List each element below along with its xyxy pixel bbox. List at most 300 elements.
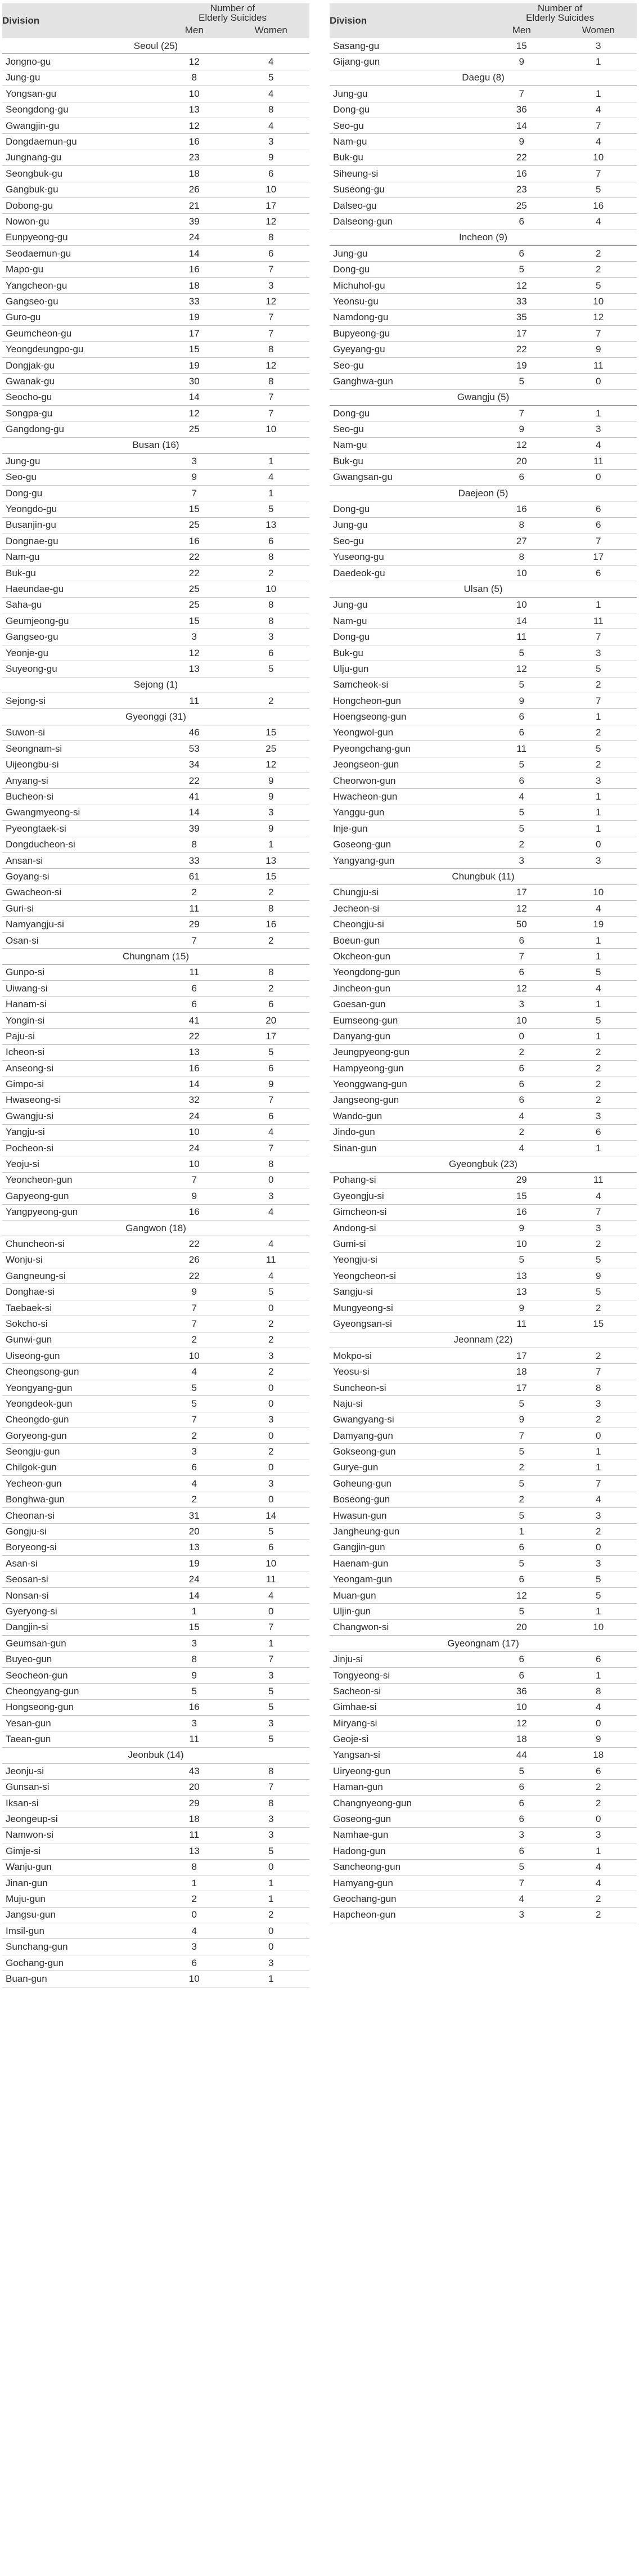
men-count: 6 xyxy=(483,214,560,230)
region-group-label: Jeonnam (22) xyxy=(330,1332,637,1348)
region-group-row xyxy=(330,1156,637,1172)
men-count: 11 xyxy=(156,1731,233,1747)
district-name: Jung-gu xyxy=(330,246,483,262)
men-count: 6 xyxy=(156,1955,233,1971)
table-row xyxy=(330,54,637,70)
table-row xyxy=(330,693,637,709)
men-count: 7 xyxy=(483,405,560,421)
table-row xyxy=(330,86,637,102)
table-row xyxy=(2,917,309,932)
district-name: Geumjeong-gu xyxy=(2,613,156,629)
men-count: 41 xyxy=(156,1012,233,1028)
district-name: Hampyeong-gun xyxy=(330,1061,483,1076)
table-row xyxy=(330,1827,637,1843)
women-count: 7 xyxy=(233,1619,310,1635)
men-count: 24 xyxy=(156,230,233,245)
women-count: 11 xyxy=(233,1572,310,1587)
table-row xyxy=(330,1843,637,1859)
men-count: 24 xyxy=(156,1572,233,1587)
men-count: 7 xyxy=(483,86,560,102)
women-count: 4 xyxy=(560,102,637,118)
women-count: 0 xyxy=(560,837,637,852)
district-name: Okcheon-gun xyxy=(330,949,483,964)
district-name: Yuseong-gu xyxy=(330,549,483,565)
table-row xyxy=(330,1076,637,1092)
district-name: Yangpyeong-gun xyxy=(2,1204,156,1220)
men-count: 12 xyxy=(483,1587,560,1603)
district-name: Pohang-si xyxy=(330,1172,483,1188)
table-row xyxy=(330,1284,637,1300)
women-count: 8 xyxy=(560,1684,637,1699)
number-header-line2: Elderly Suicides xyxy=(199,12,267,23)
women-count: 0 xyxy=(233,1604,310,1619)
men-count: 22 xyxy=(156,1029,233,1044)
right-table-body xyxy=(330,38,637,1923)
women-count: 8 xyxy=(233,1763,310,1779)
women-count: 1 xyxy=(560,932,637,948)
men-count: 12 xyxy=(483,437,560,453)
district-name: Boryeong-si xyxy=(2,1540,156,1555)
district-name: Gangjin-gun xyxy=(330,1540,483,1555)
district-name: Goseong-gun xyxy=(330,837,483,852)
table-row xyxy=(330,773,637,788)
district-name: Gyeryong-si xyxy=(2,1604,156,1619)
number-header-line1: Number of xyxy=(537,3,583,14)
district-name: Dongjak-gu xyxy=(2,357,156,373)
men-count: 29 xyxy=(156,1795,233,1811)
table-row xyxy=(330,1779,637,1795)
table-row xyxy=(330,1651,637,1667)
women-count: 1 xyxy=(560,949,637,964)
table-row xyxy=(330,613,637,629)
women-count: 1 xyxy=(560,997,637,1012)
table-row xyxy=(2,565,309,581)
women-count: 6 xyxy=(233,166,310,182)
table-row xyxy=(2,1044,309,1060)
table-row xyxy=(2,485,309,501)
women-count: 4 xyxy=(560,134,637,150)
table-row xyxy=(330,454,637,469)
women-count: 9 xyxy=(560,1268,637,1284)
table-row xyxy=(2,1731,309,1747)
table-row xyxy=(330,1268,637,1284)
district-name: Osan-si xyxy=(2,932,156,948)
table-row xyxy=(2,517,309,533)
women-count: 2 xyxy=(560,677,637,693)
men-count: 17 xyxy=(156,326,233,342)
district-name: Uiryeong-gun xyxy=(330,1763,483,1779)
table-row xyxy=(2,357,309,373)
table-row xyxy=(330,134,637,150)
district-name: Sancheong-gun xyxy=(330,1859,483,1875)
table-row xyxy=(2,789,309,805)
men-count: 10 xyxy=(483,1236,560,1252)
district-name: Gyeongsan-si xyxy=(330,1316,483,1332)
women-count: 17 xyxy=(560,549,637,565)
district-name: Jung-gu xyxy=(2,70,156,86)
women-count: 16 xyxy=(560,198,637,213)
region-group-row xyxy=(330,1332,637,1348)
men-count: 5 xyxy=(483,1507,560,1523)
district-name: Sunchang-gun xyxy=(2,1939,156,1955)
district-name: Seo-gu xyxy=(330,421,483,437)
district-name: Jecheon-si xyxy=(330,901,483,917)
district-name: Ulju-gun xyxy=(330,661,483,677)
men-count: 16 xyxy=(156,262,233,277)
district-name: Seo-gu xyxy=(330,533,483,549)
table-row xyxy=(2,1811,309,1827)
table-row xyxy=(330,949,637,964)
women-count: 6 xyxy=(560,501,637,517)
men-count: 13 xyxy=(156,661,233,677)
district-name: Yeongyang-gun xyxy=(2,1380,156,1395)
table-row xyxy=(330,405,637,421)
district-name: Goesan-gun xyxy=(330,997,483,1012)
men-count: 6 xyxy=(156,1460,233,1475)
table-row xyxy=(330,357,637,373)
men-count: 10 xyxy=(483,1012,560,1028)
men-count: 10 xyxy=(483,565,560,581)
table-row xyxy=(330,1684,637,1699)
district-name: Yeongdo-gu xyxy=(2,501,156,517)
women-count: 6 xyxy=(233,1109,310,1124)
district-name: Wanju-gun xyxy=(2,1859,156,1875)
women-count: 2 xyxy=(233,565,310,581)
women-count: 5 xyxy=(233,1044,310,1060)
women-count: 3 xyxy=(233,629,310,645)
women-count: 11 xyxy=(560,613,637,629)
table-row xyxy=(330,789,637,805)
table-row xyxy=(330,1012,637,1028)
men-count: 10 xyxy=(156,86,233,102)
women-header: Women xyxy=(233,23,310,38)
women-count: 0 xyxy=(233,1923,310,1939)
district-name: Wando-gun xyxy=(330,1109,483,1124)
men-count: 6 xyxy=(483,1651,560,1667)
table-row xyxy=(330,565,637,581)
district-name: Pyeongtaek-si xyxy=(2,821,156,837)
table-row xyxy=(330,1124,637,1140)
district-name: Eumseong-gun xyxy=(330,1012,483,1028)
men-count: 5 xyxy=(483,1859,560,1875)
district-name: Muju-gun xyxy=(2,1891,156,1907)
number-header-line2: Elderly Suicides xyxy=(526,12,594,23)
men-header: Men xyxy=(483,23,560,38)
women-count: 4 xyxy=(560,1875,637,1891)
women-count: 6 xyxy=(233,1061,310,1076)
women-count: 8 xyxy=(233,613,310,629)
women-count: 5 xyxy=(560,741,637,757)
table-row xyxy=(330,549,637,565)
table-row xyxy=(2,1556,309,1572)
men-count: 14 xyxy=(156,805,233,820)
district-name: Hoengseong-gun xyxy=(330,709,483,725)
women-count: 17 xyxy=(233,198,310,213)
table-row xyxy=(2,805,309,820)
district-name: Goryeong-gun xyxy=(2,1428,156,1443)
men-count: 2 xyxy=(156,1891,233,1907)
women-count: 5 xyxy=(560,182,637,198)
district-name: Jungnang-gu xyxy=(2,150,156,165)
table-row xyxy=(2,1012,309,1028)
men-count: 9 xyxy=(156,1667,233,1683)
table-row xyxy=(2,1540,309,1555)
women-count: 14 xyxy=(233,1507,310,1523)
women-count: 3 xyxy=(560,773,637,788)
women-count: 9 xyxy=(233,773,310,788)
men-count: 7 xyxy=(483,1428,560,1443)
women-count: 8 xyxy=(233,1795,310,1811)
women-count: 11 xyxy=(560,357,637,373)
table-row xyxy=(330,1875,637,1891)
table-row xyxy=(330,1348,637,1364)
women-count: 1 xyxy=(560,1140,637,1156)
district-name: Cheongsong-gun xyxy=(2,1364,156,1380)
women-count: 8 xyxy=(233,374,310,389)
region-group-label: Chungbuk (11) xyxy=(330,869,637,885)
table-row xyxy=(330,1092,637,1108)
right-table-column xyxy=(330,3,637,1987)
table-row xyxy=(330,1029,637,1044)
men-count: 33 xyxy=(156,852,233,868)
men-count: 8 xyxy=(156,1859,233,1875)
men-count: 10 xyxy=(156,1971,233,1987)
table-row xyxy=(330,677,637,693)
men-count: 26 xyxy=(156,182,233,198)
men-count: 33 xyxy=(156,294,233,309)
table-row xyxy=(2,885,309,900)
men-count: 3 xyxy=(156,1444,233,1460)
women-count: 25 xyxy=(233,741,310,757)
district-name: Mokpo-si xyxy=(330,1348,483,1364)
district-name: Bucheon-si xyxy=(2,789,156,805)
men-count: 1 xyxy=(156,1604,233,1619)
women-count: 2 xyxy=(560,1795,637,1811)
district-name: Paju-si xyxy=(2,1029,156,1044)
women-count: 5 xyxy=(233,1843,310,1859)
district-name: Sejong-si xyxy=(2,693,156,709)
district-name: Geoje-si xyxy=(330,1731,483,1747)
district-name: Suncheon-si xyxy=(330,1380,483,1395)
women-count: 6 xyxy=(560,1124,637,1140)
district-name: Buk-gu xyxy=(2,565,156,581)
women-count: 7 xyxy=(233,309,310,325)
district-name: Goyang-si xyxy=(2,869,156,885)
district-name: Jeongseon-gun xyxy=(330,757,483,773)
women-count: 19 xyxy=(560,917,637,932)
men-count: 8 xyxy=(156,70,233,86)
men-count: 11 xyxy=(156,901,233,917)
women-count: 1 xyxy=(233,454,310,469)
district-name: Seodaemun-gu xyxy=(2,246,156,262)
women-count: 5 xyxy=(233,661,310,677)
men-count: 7 xyxy=(156,932,233,948)
table-row xyxy=(330,501,637,517)
men-count: 20 xyxy=(483,454,560,469)
table-row xyxy=(2,693,309,709)
women-count: 1 xyxy=(560,805,637,820)
district-name: Yeongwol-gun xyxy=(330,725,483,741)
men-count: 17 xyxy=(483,326,560,342)
men-count: 19 xyxy=(156,1556,233,1572)
women-count: 2 xyxy=(560,1076,637,1092)
district-name: Gumi-si xyxy=(330,1236,483,1252)
men-count: 5 xyxy=(483,1396,560,1412)
men-count: 2 xyxy=(483,1492,560,1507)
men-count: 20 xyxy=(156,1779,233,1795)
district-name: Yeoncheon-gun xyxy=(2,1172,156,1188)
women-count: 0 xyxy=(560,469,637,485)
men-count: 17 xyxy=(483,885,560,900)
men-count: 35 xyxy=(483,309,560,325)
district-name: Yangsan-si xyxy=(330,1747,483,1763)
district-name: Uljin-gun xyxy=(330,1604,483,1619)
table-row xyxy=(2,1604,309,1619)
district-name: Gijang-gun xyxy=(330,54,483,70)
women-count: 18 xyxy=(560,1747,637,1763)
table-row xyxy=(330,709,637,725)
table-row xyxy=(2,501,309,517)
table-row xyxy=(2,1029,309,1044)
table-row xyxy=(2,852,309,868)
district-name: Miryang-si xyxy=(330,1716,483,1731)
district-name: Gwangju-si xyxy=(2,1109,156,1124)
table-row xyxy=(2,374,309,389)
table-row xyxy=(2,725,309,741)
table-row xyxy=(330,1236,637,1252)
district-name: Iksan-si xyxy=(2,1795,156,1811)
men-count: 39 xyxy=(156,821,233,837)
district-name: Suwon-si xyxy=(2,725,156,741)
region-group-label: Gyeongnam (17) xyxy=(330,1636,637,1651)
men-count: 13 xyxy=(156,1044,233,1060)
table-row xyxy=(330,1380,637,1395)
table-row xyxy=(330,981,637,997)
table-row xyxy=(2,837,309,852)
table-row xyxy=(2,1651,309,1667)
men-count: 7 xyxy=(156,1300,233,1316)
women-count: 2 xyxy=(233,693,310,709)
district-name: Chuncheon-si xyxy=(2,1236,156,1252)
men-count: 18 xyxy=(483,1364,560,1380)
district-name: Gochang-gun xyxy=(2,1955,156,1971)
table-row xyxy=(2,1124,309,1140)
district-name: Nam-gu xyxy=(2,549,156,565)
table-row xyxy=(330,1587,637,1603)
district-name: Mungyeong-si xyxy=(330,1300,483,1316)
men-count: 4 xyxy=(483,1109,560,1124)
table-row xyxy=(2,166,309,182)
men-count: 18 xyxy=(156,277,233,293)
table-row xyxy=(2,342,309,357)
men-count: 6 xyxy=(483,725,560,741)
district-name: Gwanak-gu xyxy=(2,374,156,389)
women-count: 8 xyxy=(233,901,310,917)
men-count: 18 xyxy=(156,1811,233,1827)
women-count: 6 xyxy=(233,1540,310,1555)
table-row xyxy=(2,645,309,661)
men-count: 6 xyxy=(483,709,560,725)
men-count: 31 xyxy=(156,1507,233,1523)
women-count: 2 xyxy=(560,1524,637,1540)
district-name: Eunpyeong-gu xyxy=(2,230,156,245)
men-count: 2 xyxy=(156,885,233,900)
men-count: 53 xyxy=(156,741,233,757)
district-name: Icheon-si xyxy=(2,1044,156,1060)
women-count: 5 xyxy=(233,1524,310,1540)
women-count: 3 xyxy=(560,1109,637,1124)
women-count: 0 xyxy=(560,1428,637,1443)
men-count: 9 xyxy=(156,469,233,485)
women-count: 2 xyxy=(233,981,310,997)
district-name: Hanam-si xyxy=(2,997,156,1012)
men-count: 5 xyxy=(483,1763,560,1779)
district-name: Buk-gu xyxy=(330,150,483,165)
district-name: Jongno-gu xyxy=(2,54,156,70)
table-row xyxy=(330,1699,637,1715)
men-count: 15 xyxy=(483,1188,560,1204)
district-name: Saha-gu xyxy=(2,597,156,613)
district-name: Cheonan-si xyxy=(2,1507,156,1523)
district-name: Cheorwon-gun xyxy=(330,773,483,788)
men-count: 7 xyxy=(483,949,560,964)
district-name: Changnyeong-gun xyxy=(330,1795,483,1811)
men-count: 33 xyxy=(483,294,560,309)
district-name: Dongnae-gu xyxy=(2,533,156,549)
district-name: Dangjin-si xyxy=(2,1619,156,1635)
men-count: 27 xyxy=(483,533,560,549)
table-row xyxy=(2,86,309,102)
women-count: 5 xyxy=(233,1684,310,1699)
table-row xyxy=(2,1092,309,1108)
table-row xyxy=(2,1939,309,1955)
women-count: 7 xyxy=(233,389,310,405)
table-row xyxy=(2,1891,309,1907)
men-count: 5 xyxy=(483,677,560,693)
region-group-row xyxy=(330,230,637,245)
women-count: 4 xyxy=(233,86,310,102)
women-count: 6 xyxy=(560,565,637,581)
district-name: Dongducheon-si xyxy=(2,837,156,852)
district-name: Jung-gu xyxy=(2,454,156,469)
district-name: Jung-gu xyxy=(330,517,483,533)
women-header: Women xyxy=(560,23,637,38)
table-row xyxy=(2,932,309,948)
district-name: Hwacheon-gun xyxy=(330,789,483,805)
women-count: 2 xyxy=(560,757,637,773)
women-count: 1 xyxy=(233,1971,310,1987)
men-count: 5 xyxy=(156,1380,233,1395)
women-count: 1 xyxy=(560,86,637,102)
men-count: 30 xyxy=(156,374,233,389)
women-count: 8 xyxy=(233,230,310,245)
district-name: Seo-gu xyxy=(330,118,483,133)
table-row xyxy=(330,1444,637,1460)
women-count: 3 xyxy=(560,645,637,661)
women-count: 12 xyxy=(233,757,310,773)
women-count: 6 xyxy=(560,1763,637,1779)
district-name: Anseong-si xyxy=(2,1061,156,1076)
table-row xyxy=(2,1109,309,1124)
region-group-label: Gangwon (18) xyxy=(2,1220,309,1236)
women-count: 2 xyxy=(233,885,310,900)
district-name: Gwangsan-gu xyxy=(330,469,483,485)
men-count: 17 xyxy=(483,1348,560,1364)
men-count: 2 xyxy=(156,1332,233,1348)
table-row xyxy=(330,277,637,293)
table-row xyxy=(330,421,637,437)
men-count: 11 xyxy=(156,964,233,980)
